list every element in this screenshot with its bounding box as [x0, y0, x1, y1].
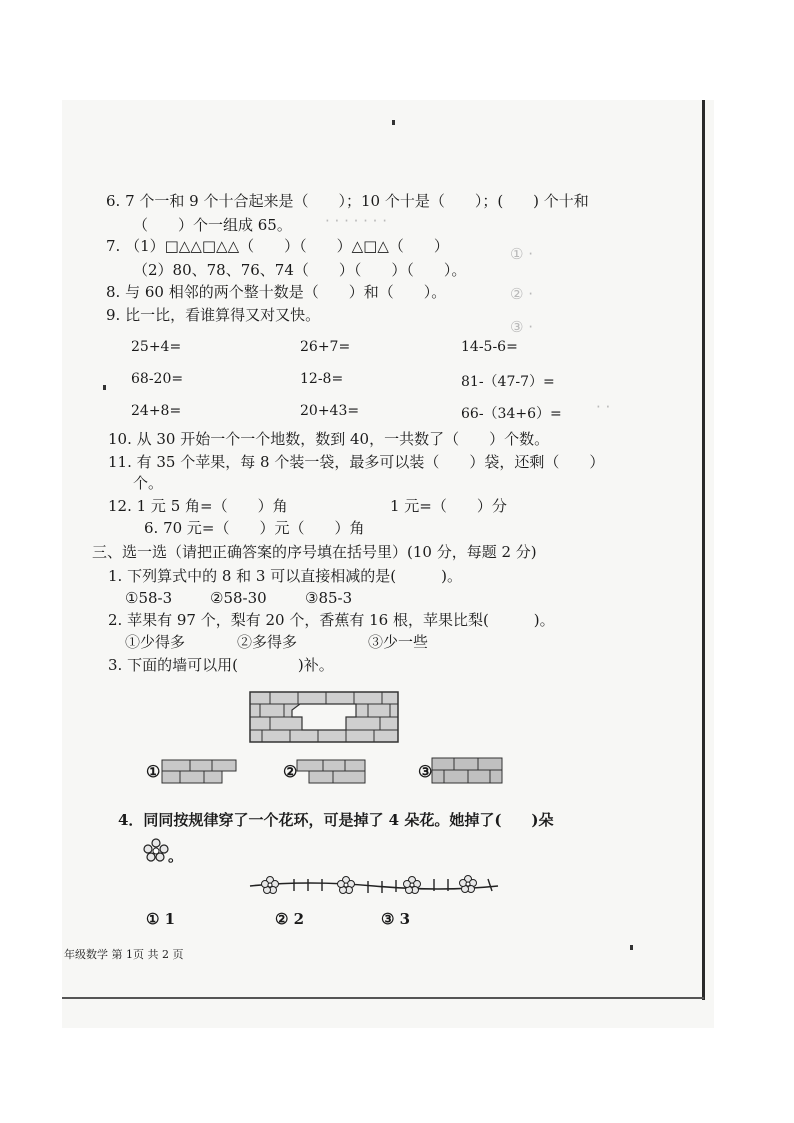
scan-speck [103, 385, 106, 390]
choice-1-option-3: ③85-3 [305, 589, 353, 607]
choice-question-3: 3. 下面的墙可以用( )补。 [108, 656, 334, 674]
flower-icon [143, 838, 169, 862]
choice-question-2: 2. 苹果有 97 个，梨有 20 个，香蕉有 16 根，苹果比梨( )。 [108, 611, 555, 629]
question-9-title: 9. 比一比，看谁算得又对又快。 [106, 306, 321, 324]
scan-speck [630, 945, 633, 950]
calc-item: 12-8= [300, 371, 344, 387]
calc-item: 81-（47-7）= [461, 374, 555, 390]
bleed-through-mark: ③ · [510, 318, 533, 336]
choice-4-option-3: ③ 3 [381, 910, 411, 928]
wall-piece-option-2 [295, 758, 370, 786]
page-footer: 年级数学 第 1页 共 2 页 [64, 948, 184, 961]
section-3-heading: 三、选一选（请把正确答案的序号填在括号里）(10 分，每题 2 分) [92, 543, 537, 561]
choice-question-4: 4．同同按规律穿了一个花环，可是掉了 4 朵花。她掉了( )朵 [118, 811, 554, 829]
question-10: 10. 从 30 开始一个一个地数，数到 40，一共数了（ ）个数。 [108, 430, 550, 448]
question-12-part-a: 12. 1 元 5 角=（ ）角 [108, 497, 288, 515]
wall-piece-option-1 [160, 758, 240, 786]
calc-item: 24+8= [131, 403, 182, 419]
choice-1-option-1: ①58-3 [125, 589, 173, 607]
flower-garland-illustration [248, 872, 500, 898]
calc-item: 68-20= [131, 371, 184, 387]
calc-item: 25+4= [131, 339, 182, 355]
choice-4-option-1: ① 1 [146, 910, 176, 928]
choice-question-1: 1. 下列算式中的 8 和 3 可以直接相减的是( )。 [108, 567, 462, 585]
page-edge-line [702, 100, 705, 1000]
question-6-line-1: 6. 7 个一和 9 个十合起来是（ ）；10 个十是（ ）；( ) 个十和 [106, 192, 589, 210]
choice-4-option-2: ② 2 [275, 910, 305, 928]
question-11-line-1: 11. 有 35 个苹果，每 8 个装一袋，最多可以装（ ）袋，还剩（ ） [108, 453, 605, 471]
question-8: 8. 与 60 相邻的两个整十数是（ ）和（ ）。 [106, 283, 447, 301]
question-7-line-2: （2）80、78、76、74（ ）（ ）（ ）。 [133, 261, 467, 279]
bleed-through-mark: · · · · · · · [325, 212, 387, 230]
choice-2-option-3: ③少一些 [368, 633, 429, 651]
bleed-through-mark: ① · [510, 245, 533, 263]
choice-2-option-2: ②多得多 [237, 633, 298, 651]
question-12-part-c: 6. 70 元=（ ）元（ ）角 [144, 519, 365, 537]
calc-item: 26+7= [300, 339, 351, 355]
question-7-line-1: 7. （1）□△△□△△（ ）（ ）△□△（ ） [106, 237, 449, 255]
calc-item: 20+43= [300, 403, 360, 419]
question-6-line-2: （ ）个一组成 65。 [133, 216, 292, 234]
wall-piece-option-3 [430, 756, 508, 786]
question-12-part-b: 1 元=（ ）分 [390, 497, 507, 515]
calc-item: 14-5-6= [461, 339, 518, 355]
choice-2-option-1: ①少得多 [125, 633, 186, 651]
choice-1-option-2: ②58-30 [210, 589, 267, 607]
calc-item: 66-（34+6）= [461, 406, 562, 422]
choice-question-4-end: 。 [168, 847, 184, 865]
wall-option-3-label: ③ [418, 762, 433, 781]
wall-option-1-label: ① [146, 762, 161, 781]
bleed-through-mark: ② · [510, 285, 533, 303]
scan-speck [392, 120, 395, 125]
bleed-through-mark: · · [596, 398, 611, 416]
wall-option-2-label: ② [283, 762, 298, 781]
brick-wall-illustration [240, 690, 405, 746]
question-11-line-2: 个。 [133, 474, 164, 492]
page-bottom-line [62, 997, 704, 999]
